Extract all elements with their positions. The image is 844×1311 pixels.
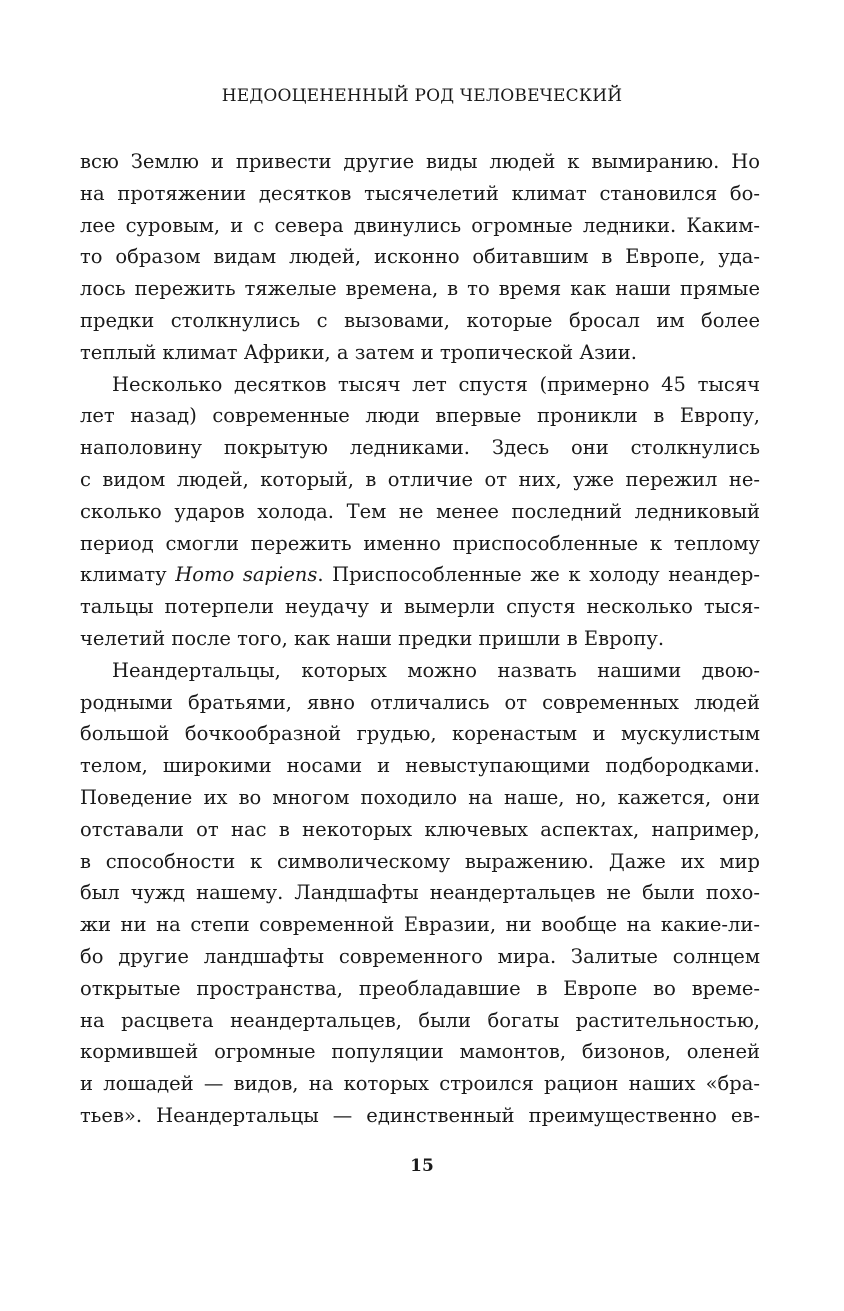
text-line: то образом видам людей, исконно обитавшим в Европе, уда-	[80, 245, 760, 269]
text-line: был чужд нашему. Ландшафты неандертальцев не были похо-	[80, 881, 760, 905]
text-line: наполовину покрытую ледниками. Здесь они столкнулись	[80, 436, 760, 460]
text-line: в способности к символическому выражению. Даже их мир	[80, 849, 760, 873]
text-line: тьев». Неандертальцы — единственный преимущественно ев-	[80, 1103, 760, 1127]
page-number: 15	[410, 1156, 434, 1176]
text-line: телом, широкими носами и невыступающими подбородками.	[80, 754, 760, 778]
text-line: жи ни на степи современной Евразии, ни вообще на какие-ли-	[80, 913, 760, 937]
text-line: отставали от нас в некоторых ключевых аспектах, например,	[80, 817, 760, 841]
text-line-with-italic	[80, 559, 760, 591]
text-line: кормившей огромные популяции мамонтов, бизонов, оленей	[80, 1040, 760, 1064]
text-line: открытые пространства, преобладавшие в Европе во време-	[80, 976, 760, 1000]
text-line: и лошадей — видов, на которых строился рацион наших «бра-	[80, 1072, 760, 1096]
paragraph-3	[80, 655, 760, 1132]
running-head: НЕДООЦЕНЕННЫЙ РОД ЧЕЛОВЕЧЕСКИЙ	[221, 86, 623, 106]
text-line: всю Землю и привести другие виды людей к вымиранию. Но	[80, 150, 760, 173]
italic-species-name: Homo sapiens	[175, 563, 318, 587]
text-line: бо другие ландшафты современного мира. Залитые солнцем	[80, 944, 760, 968]
text-line: предки столкнулись с вызовами, которые бросал им более	[80, 308, 760, 332]
text-line: с видом людей, который, в отличие от них, уже пережил не-	[80, 467, 760, 491]
text-line: родными братьями, явно отличались от современных людей	[80, 690, 760, 714]
text-line: лось пережить тяжелые времена, в то время как наши прямые	[80, 277, 760, 301]
text-line: период смогли пережить именно приспособленные к теплому	[80, 531, 760, 555]
text-line: Поведение их во многом походило на наше, но, кажется, они	[80, 785, 760, 809]
text-line: челетий после того, как наши предки пришли в Европу.	[80, 626, 665, 650]
text-line: на расцвета неандертальцев, были богаты растительностью,	[80, 1008, 760, 1032]
text-line: лее суровым, и с севера двинулись огромные ледники. Каким-	[80, 213, 760, 237]
paragraph-2	[80, 369, 760, 655]
body-text	[80, 146, 760, 1132]
text-line: на протяжении десятков тысячелетий климат становился бо-	[80, 181, 760, 205]
text-line: большой бочкообразной грудью, коренастым и мускулистым	[80, 722, 760, 746]
text-line: сколько ударов холода. Тем не менее последний ледниковый	[80, 499, 760, 523]
paragraph-1	[80, 146, 760, 369]
text-line: тальцы потерпели неудачу и вымерли спустя несколько тыся-	[80, 595, 760, 619]
text-line: теплый климат Африки, а затем и тропической Азии.	[80, 340, 637, 364]
text-line: Неандертальцы, которых можно назвать нашими двою-	[112, 658, 760, 682]
text-segment: . Приспособленные же к холоду неандер-	[317, 563, 761, 587]
text-line: лет назад) современные люди впервые проникли в Европу,	[80, 404, 760, 428]
text-line: Несколько десятков тысяч лет спустя (примерно 45 тысяч	[112, 372, 760, 396]
text-segment: климату	[80, 563, 176, 587]
